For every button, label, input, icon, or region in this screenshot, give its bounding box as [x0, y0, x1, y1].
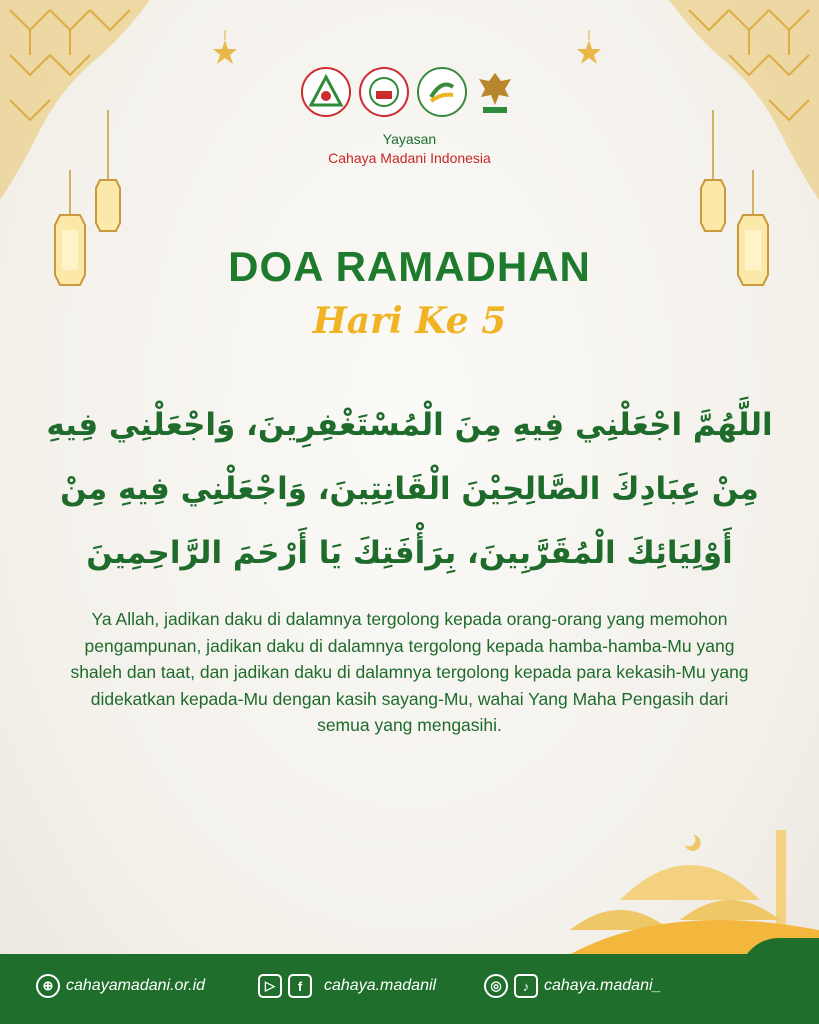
star-icon — [575, 30, 603, 64]
org-line-1: Yayasan — [382, 131, 437, 147]
partner-logo-2 — [359, 67, 409, 117]
youtube-facebook-text: cahaya.madanil — [324, 977, 437, 994]
tiktok-icon: ♪ — [514, 974, 538, 998]
website-text: cahayamadani.or.id — [66, 977, 206, 994]
youtube-icon: ▷ — [258, 974, 282, 998]
page-title: DOA RAMADHAN — [228, 243, 591, 290]
globe-icon: ⊕ — [36, 974, 60, 998]
partner-logo-3 — [417, 67, 467, 117]
page-subtitle: Hari Ke 5 — [312, 300, 507, 342]
garuda-emblem-icon — [475, 67, 515, 117]
prayer-translation-text: Ya Allah, jadikan daku di dalamnya tergolong kepada orang-orang yang memohon pengampunan, jadikan daku di dalamnya tergolong kepada hamba-hamba-Mu yang shaleh dan taat, dan jadikan daku di dalamnya tergolong kepada para kekasih-Mu yang didekatkan kepada-Mu dengan kasih sayang-Mu, wahai Yang Maha Pengasih dari semua yang mengasihi. — [70, 609, 749, 735]
footer-youtube-facebook[interactable] — [258, 970, 436, 1002]
organization-name — [0, 130, 819, 168]
instagram-tiktok-text: cahaya.madani_ — [544, 977, 662, 994]
facebook-icon: f — [288, 974, 312, 998]
partner-logos — [300, 62, 515, 122]
footer-instagram-tiktok[interactable] — [484, 970, 661, 1002]
instagram-icon: ◎ — [484, 974, 508, 998]
org-line-2: Cahaya Madani Indonesia — [328, 150, 491, 166]
cahaya-madani-logo — [301, 67, 351, 117]
footer-website[interactable] — [36, 970, 205, 1002]
star-icon — [211, 30, 239, 64]
prayer-arabic-text: اللَّهُمَّ اجْعَلْنِي فِيهِ مِنَ الْمُسْتَغْفِرِينَ، وَاجْعَلْنِي فِيهِ مِنْ عِبَادِكَ الصَّالِحِيْنَ الْقَانِتِينَ، وَاجْعَلْنِي فِيهِ مِنْ أَوْلِيَائِكَ الْمُقَرَّبِينَ، بِرَأْفَتِكَ يَا أَرْحَمَ الرَّاحِمِينَ — [46, 407, 773, 571]
